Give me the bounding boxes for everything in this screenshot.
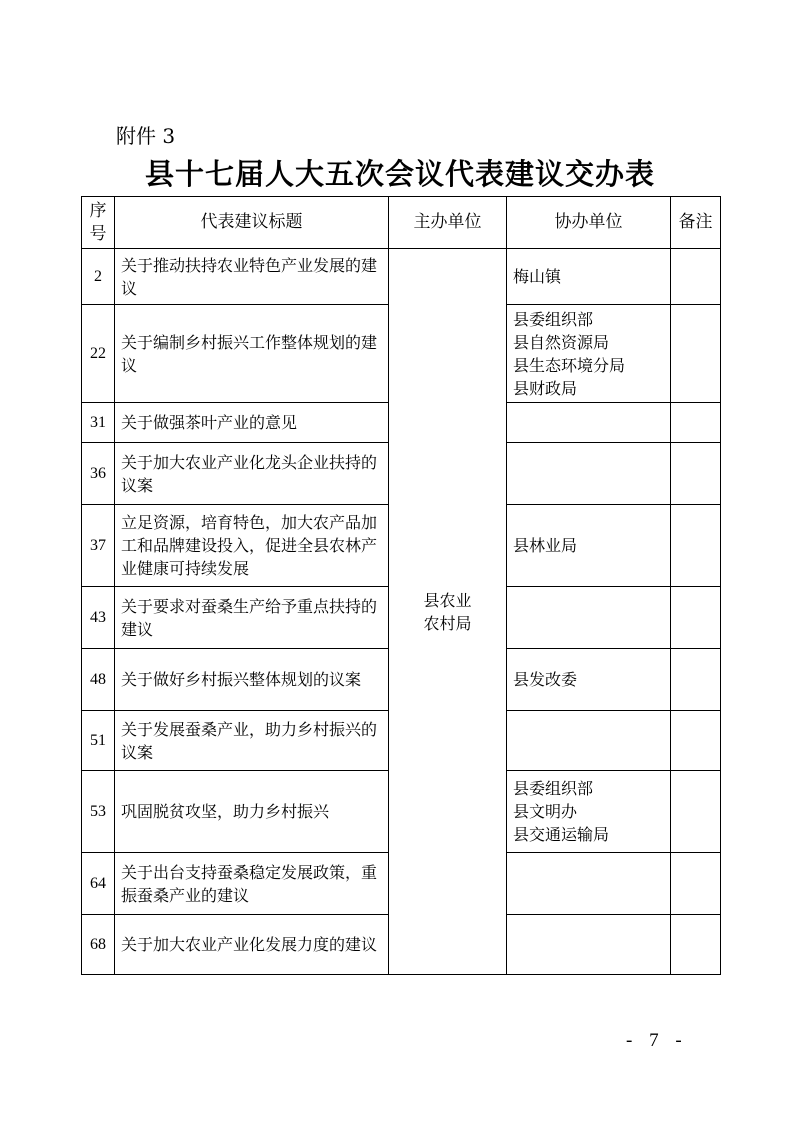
header-host: 主办单位	[389, 197, 507, 249]
row-topic: 巩固脱贫攻坚，助力乡村振兴	[115, 771, 389, 853]
table-row	[82, 249, 721, 305]
row-topic: 关于加大农业产业化发展力度的建议	[115, 915, 389, 975]
row-number: 53	[82, 771, 115, 853]
table-header-row	[82, 197, 721, 249]
row-topic: 关于加大农业产业化龙头企业扶持的议案	[115, 443, 389, 505]
row-remark	[671, 249, 721, 305]
row-remark	[671, 587, 721, 649]
row-topic: 关于做强茶叶产业的意见	[115, 403, 389, 443]
row-assist-unit: 梅山镇	[507, 249, 671, 305]
row-number: 31	[82, 403, 115, 443]
assignment-table	[81, 196, 721, 975]
attachment-label: 附件 3	[116, 124, 176, 148]
row-number: 37	[82, 505, 115, 587]
row-number: 2	[82, 249, 115, 305]
row-topic: 关于要求对蚕桑生产给予重点扶持的建议	[115, 587, 389, 649]
row-remark	[671, 649, 721, 711]
row-topic: 立足资源，培育特色，加大农产品加工和品牌建设投入，促进全县农林产业健康可持续发展	[115, 505, 389, 587]
host-unit	[389, 249, 507, 975]
row-assist-unit	[507, 915, 671, 975]
row-remark	[671, 915, 721, 975]
row-number: 43	[82, 587, 115, 649]
row-assist-unit: 县林业局	[507, 505, 671, 587]
row-assist-unit: 县发改委	[507, 649, 671, 711]
row-remark	[671, 771, 721, 853]
row-remark	[671, 305, 721, 403]
row-number: 22	[82, 305, 115, 403]
row-assist-unit: 县委组织部 县文明办 县交通运输局	[507, 771, 671, 853]
header-remark: 备注	[671, 197, 721, 249]
header-seq-label: 序 号	[89, 200, 107, 244]
row-remark	[671, 443, 721, 505]
row-remark	[671, 403, 721, 443]
row-topic: 关于出台支持蚕桑稳定发展政策，重振蚕桑产业的建议	[115, 853, 389, 915]
row-assist-unit	[507, 587, 671, 649]
header-topic: 代表建议标题	[115, 197, 389, 249]
page-number: - 7 -	[626, 1030, 688, 1051]
host-unit-label: 县农业 农村局	[423, 590, 472, 633]
row-topic: 关于编制乡村振兴工作整体规划的建议	[115, 305, 389, 403]
row-remark	[671, 711, 721, 771]
header-seq	[82, 197, 115, 249]
row-number: 51	[82, 711, 115, 771]
header-assist: 协办单位	[507, 197, 671, 249]
row-assist-unit	[507, 853, 671, 915]
row-number: 36	[82, 443, 115, 505]
row-remark	[671, 853, 721, 915]
row-topic: 关于推动扶持农业特色产业发展的建议	[115, 249, 389, 305]
row-topic: 关于发展蚕桑产业，助力乡村振兴的议案	[115, 711, 389, 771]
row-assist-unit	[507, 711, 671, 771]
row-number: 64	[82, 853, 115, 915]
row-number: 68	[82, 915, 115, 975]
row-assist-unit	[507, 443, 671, 505]
row-assist-unit	[507, 403, 671, 443]
row-remark	[671, 505, 721, 587]
table-body	[82, 249, 721, 975]
row-topic: 关于做好乡村振兴整体规划的议案	[115, 649, 389, 711]
document-title: 县十七届人大五次会议代表建议交办表	[144, 157, 655, 191]
row-number: 48	[82, 649, 115, 711]
row-assist-unit: 县委组织部 县自然资源局 县生态环境分局 县财政局	[507, 305, 671, 403]
